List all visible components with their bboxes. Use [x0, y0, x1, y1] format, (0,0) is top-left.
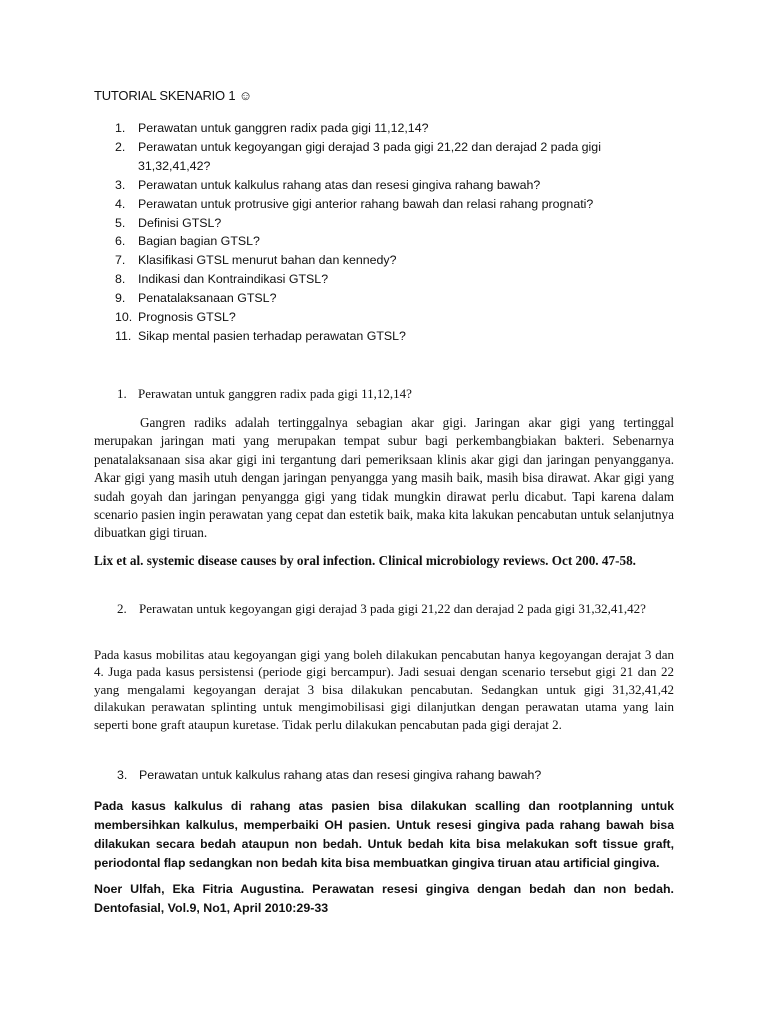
section-3-heading: [117, 766, 677, 784]
question-text: Bagian bagian GTSL?: [138, 234, 260, 249]
document-title: TUTORIAL SKENARIO 1 ☺: [94, 88, 252, 103]
question-text: Perawatan untuk kalkulus rahang atas dan resesi gingiva rahang bawah?: [138, 177, 541, 192]
list-number: 9.: [115, 291, 126, 306]
list-number: 4.: [115, 196, 126, 211]
section-1-heading: [117, 385, 677, 403]
list-number: 7.: [115, 253, 126, 268]
section-1-body: Gangren radiks adalah tertinggalnya sebagian akar gigi. Jaringan akar gigi yang tertinggal merupakan jaringan mati yang merupakan tempat subur bagi perkembangbiakan bakteri. Sebenarnya penatalaksanaan sisa akar gigi ini tergantung dari pemeriksaan klinis akar gigi dan jaringan penyangganya. Akar gigi yang masih utuh dengan jaringan penyangga yang masih baik, masih bisa dirawat. Akar gigi yang sudah goyah dan jaringan penyangga gigi yang tidak mungkin dirawat perlu dicabut. Tapi karena dalam scenario pasien ingin perawatan yang cepat dan estetik baik, maka kita lakukan pencabutan untuk selanjutnya dibuatkan gigi tiruan.: [94, 415, 674, 541]
section-heading-text: Perawatan untuk ganggren radix pada gigi 11,12,14?: [138, 386, 412, 401]
list-number: 3.: [115, 177, 126, 192]
question-text: Definisi GTSL?: [138, 215, 222, 230]
section-3-reference: Noer Ulfah, Eka Fitria Augustina. Perawatan resesi gingiva dengan bedah dan non bedah. Dentofasial, Vol.9, No1, April 2010:29-33: [94, 882, 674, 915]
list-item: [115, 251, 635, 270]
list-number: 5.: [115, 215, 126, 230]
question-text: Perawatan untuk ganggren radix pada gigi 11,12,14?: [138, 121, 429, 135]
question-text: Prognosis GTSL?: [138, 310, 236, 325]
section-1-reference: Lix et al. systemic disease causes by oral infection. Clinical microbiology reviews. Oct 200. 47-58.: [94, 553, 636, 568]
list-number: 11.: [115, 328, 132, 343]
question-text: Klasifikasi GTSL menurut bahan dan kennedy?: [138, 253, 397, 268]
section-heading-text: Perawatan untuk kalkulus rahang atas dan resesi gingiva rahang bawah?: [139, 768, 542, 782]
list-item: [115, 289, 635, 308]
question-text: Perawatan untuk protrusive gigi anterior rahang bawah dan relasi rahang prognati?: [138, 196, 594, 211]
section-number: 3.: [117, 768, 128, 782]
question-list: [115, 119, 635, 346]
list-item: [115, 232, 635, 251]
section-2-heading: [117, 600, 674, 618]
list-item: [115, 270, 635, 289]
list-number: 6.: [115, 234, 126, 249]
list-item: [115, 119, 635, 138]
list-number: 2.: [115, 139, 126, 154]
list-item: [115, 308, 635, 327]
list-number: 10.: [115, 310, 133, 325]
list-number: 1.: [115, 121, 126, 135]
list-item: [115, 214, 635, 233]
section-heading-text: Perawatan untuk kegoyangan gigi derajad 3 pada gigi 21,22 dan derajad 2 pada gigi 31,32,41,42?: [139, 601, 646, 616]
question-text: Sikap mental pasien terhadap perawatan GTSL?: [138, 328, 406, 343]
question-text: Perawatan untuk kegoyangan gigi derajad 3 pada gigi 21,22 dan derajad 2 pada gigi 31,32,41,42?: [138, 139, 601, 173]
section-number: 1.: [117, 386, 127, 401]
section-3-body: Pada kasus kalkulus di rahang atas pasien bisa dilakukan scalling dan rootplanning untuk membersihkan kalkulus, memperbaiki OH pasien. Untuk resesi gingiva pada rahang bawah bisa dilakukan secara bedah ataupun non bedah. Untuk bedah kita bisa melakukan soft tissue graft, periodontal flap sedangkan non bedah kita bisa membuatkan gingiva tiruan atau artificial gingiva.: [94, 799, 674, 870]
question-text: Indikasi dan Kontraindikasi GTSL?: [138, 272, 329, 287]
list-item: [115, 327, 635, 346]
list-number: 8.: [115, 272, 126, 287]
section-number: 2.: [117, 601, 127, 616]
question-text: Penatalaksanaan GTSL?: [138, 291, 277, 306]
list-item: [115, 176, 635, 195]
list-item: [115, 138, 635, 176]
list-item: [115, 195, 635, 214]
section-2-body: Pada kasus mobilitas atau kegoyangan gigi yang boleh dilakukan pencabutan hanya kegoyangan derajat 3 dan 4. Juga pada kasus persistensi (periode gigi bercampur). Jadi sesuai dengan scenario tersebut gigi 21 dan 22 yang mengalami kegoyangan derajat 3 bisa dilakukan pencabutan. Sedangkan untuk gigi 31,32,41,42 dilakukan perawatan splinting untuk mengimobilisasi gigi dilanjutkan dengan perawatan utama yang lain seperti bone graft ataupun kuretase. Tidak perlu dilakukan pencabutan pada gigi derajat 2.: [94, 647, 674, 732]
